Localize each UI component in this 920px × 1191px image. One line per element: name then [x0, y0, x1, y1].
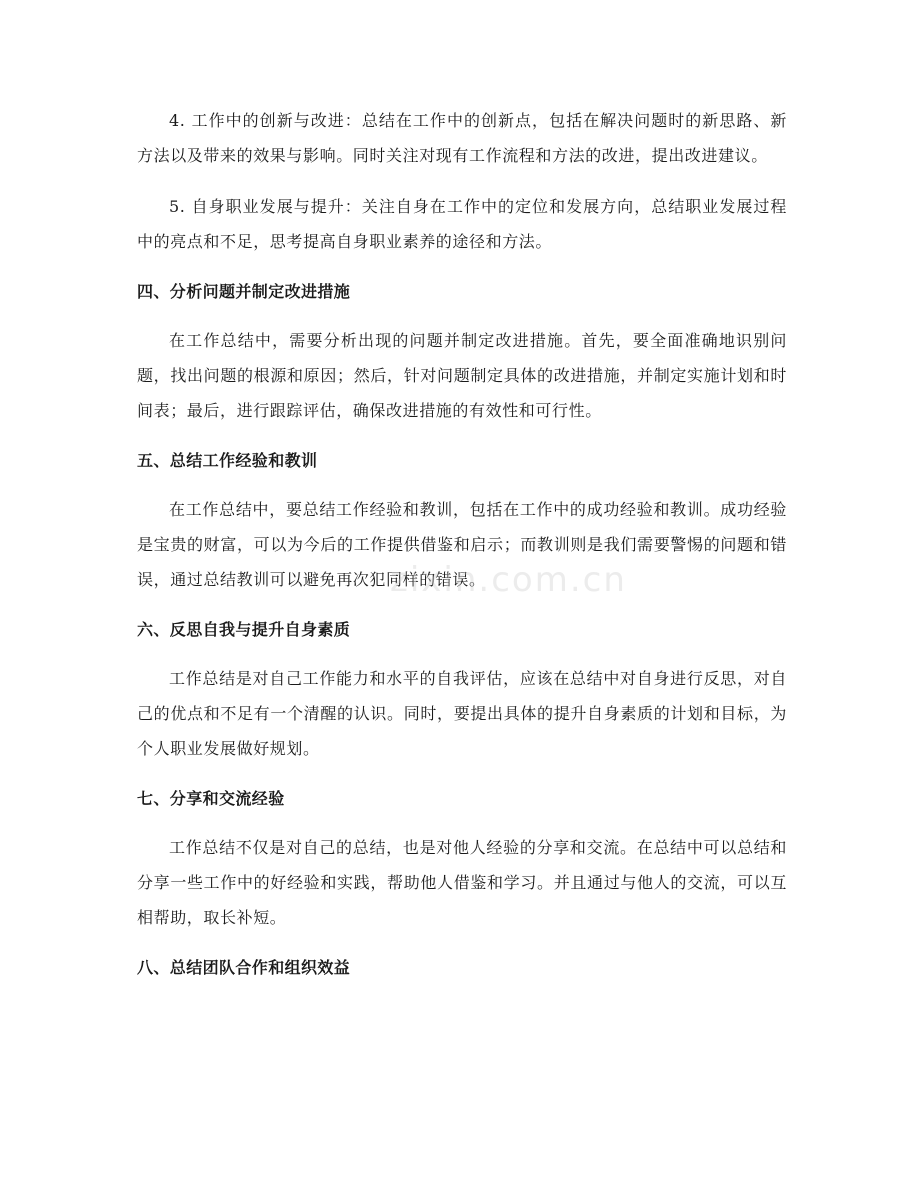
paragraph-section-5: 在工作总结中，要总结工作经验和教训，包括在工作中的成功经验和教训。成功经验是宝贵的财富，可以为今后的工作提供借鉴和启示；而教训则是我们需要警惕的问题和错误，通过总结教训可以避免再次犯同样的错误。: [137, 500, 787, 589]
paragraph-section-6: 工作总结是对自己工作能力和水平的自我评估，应该在总结中对自身进行反思，对自己的优点和不足有一个清醒的认识。同时，要提出具体的提升自身素质的计划和目标，为个人职业发展做好规划。: [137, 669, 787, 758]
watermark: zixin.com.cn: [390, 560, 627, 600]
heading-section-6: 六、反思自我与提升自身素质: [137, 620, 351, 639]
heading-section-8: 八、总结团队合作和组织效益: [137, 958, 351, 977]
paragraph-section-7: 工作总结不仅是对自己的总结，也是对他人经验的分享和交流。在总结中可以总结和分享一些工作中的好经验和实践，帮助他人借鉴和学习。并且通过与他人的交流，可以互相帮助，取长补短。: [137, 838, 787, 927]
paragraph-innovation: 4. 工作中的创新与改进：总结在工作中的创新点，包括在解决问题时的新思路、新方法以及带来的效果与影响。同时关注对现有工作流程和方法的改进，提出改进建议。: [137, 111, 787, 165]
paragraph-career-development: 5. 自身职业发展与提升：关注自身在工作中的定位和发展方向，总结职业发展过程中的亮点和不足，思考提高自身职业素养的途径和方法。: [137, 197, 787, 251]
paragraph-section-4: 在工作总结中，需要分析出现的问题并制定改进措施。首先，要全面准确地识别问题，找出问题的根源和原因；然后，针对问题制定具体的改进措施，并制定实施计划和时间表；最后，进行跟踪评估，确保改进措施的有效性和可行性。: [137, 331, 787, 420]
heading-section-7: 七、分享和交流经验: [137, 789, 285, 808]
heading-section-4: 四、分析问题并制定改进措施: [137, 282, 351, 301]
document-content: [137, 103, 787, 999]
heading-section-5: 五、总结工作经验和教训: [137, 451, 318, 470]
